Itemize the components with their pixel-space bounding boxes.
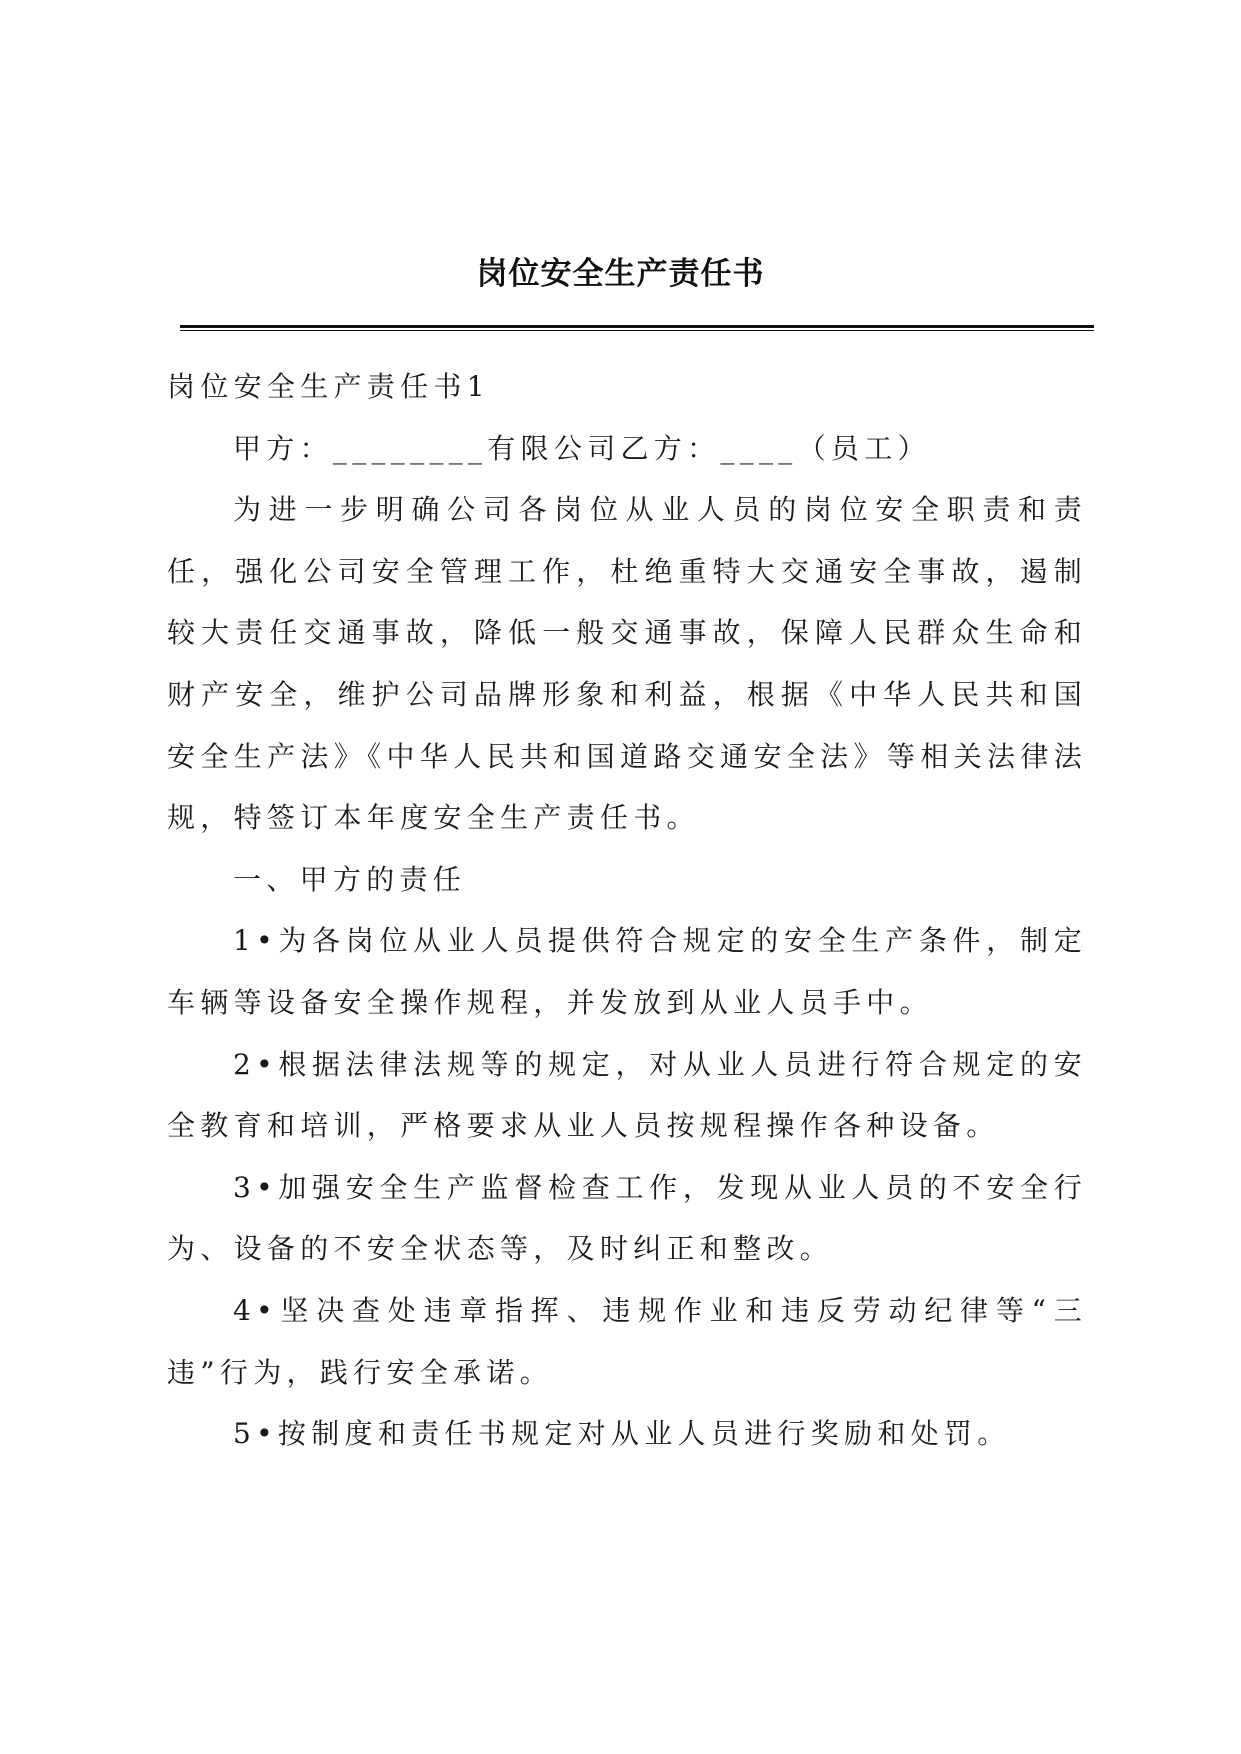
- list-item: 3•加强安全生产监督检查工作，发现从业人员的不安全行为、设备的不安全状态等，及时纠正和整改。: [167, 1170, 1087, 1266]
- parties-line: 甲方：________有限公司乙方：____（员工）: [233, 431, 931, 465]
- document-body: [167, 356, 1087, 1465]
- document-subtitle: 岗位安全生产责任书1: [167, 370, 490, 403]
- list-item: 5•按制度和责任书规定对从业人员进行奖励和处罚。: [233, 1417, 1011, 1451]
- section-heading: 一、甲方的责任: [233, 862, 467, 896]
- document-title: 岗位安全生产责任书: [476, 256, 765, 292]
- title-divider: [180, 325, 1094, 332]
- list-item: 4•坚决查处违章指挥、违规作业和违反劳动纪律等“三违”行为，践行安全承诺。: [167, 1293, 1087, 1389]
- list-item: 2•根据法律法规等的规定，对从业人员进行符合规定的安全教育和培训，严格要求从业人员按规程操作各种设备。: [167, 1047, 1087, 1143]
- intro-paragraph: 为进一步明确公司各岗位从业人员的岗位安全职责和责任，强化公司安全管理工作，杜绝重特大交通安全事故，遏制较大责任交通事故，降低一般交通事故，保障人民群众生命和财产安全，维护公司品牌形象和利益，根据《中华人民共和国安全生产法》《中华人民共和国道路交通安全法》等相关法律法规，特签订本年度安全生产责任书。: [167, 493, 1087, 835]
- divider-thin-line: [180, 330, 1094, 331]
- divider-thick-line: [180, 325, 1094, 328]
- list-item: 1•为各岗位从业人员提供符合规定的安全生产条件，制定车辆等设备安全操作规程，并发放到从业人员手中。: [167, 924, 1087, 1019]
